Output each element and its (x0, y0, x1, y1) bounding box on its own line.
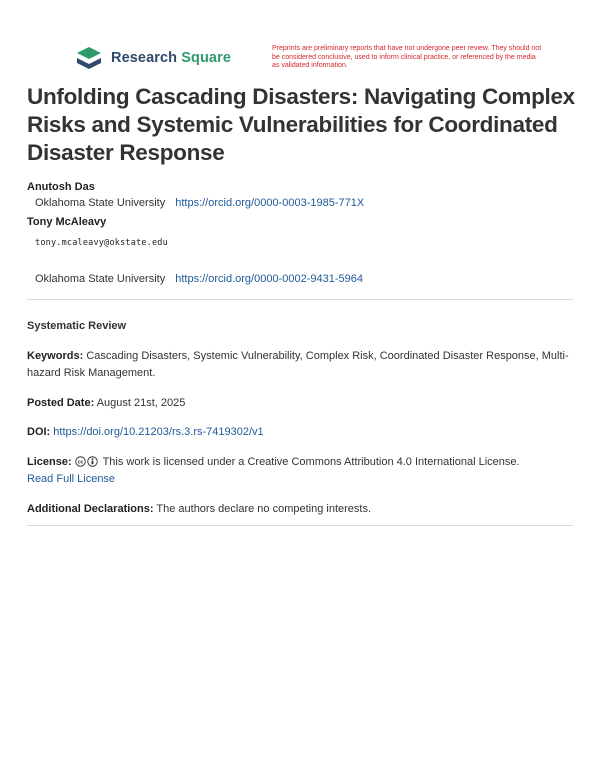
license-block (27, 454, 573, 488)
doi-block (27, 424, 573, 441)
cc-license-icons (75, 456, 98, 467)
logo-text-accent: Square (181, 50, 231, 66)
read-full-license-link[interactable]: Read Full License (27, 473, 116, 485)
author-email[interactable]: tony.mcaleavy@okstate.edu (35, 238, 168, 248)
svg-text:cc: cc (77, 459, 84, 466)
research-square-logo[interactable] (75, 46, 231, 70)
author-affiliation: Oklahoma State University (35, 197, 166, 209)
divider (27, 299, 573, 300)
declarations-label: Additional Declarations: (27, 503, 154, 515)
declarations-block (27, 501, 573, 518)
divider (27, 525, 573, 526)
creative-commons-icon (75, 456, 86, 467)
keywords-block (27, 348, 573, 382)
doi-link[interactable]: https://doi.org/10.21203/rs.3.rs-7419302/v1 (53, 426, 264, 438)
author-name: Tony McAleavy (27, 216, 107, 228)
author-affiliation-row (35, 197, 364, 209)
author-orcid-link[interactable]: https://orcid.org/0000-0002-9431-5964 (175, 273, 363, 285)
posted-date-value: August 21st, 2025 (96, 397, 186, 409)
keywords-value: Cascading Disasters, Systemic Vulnerability, Complex Risk, Coordinated Disaster Response, Multi-hazard Risk Management. (27, 350, 569, 379)
paper-title: Unfolding Cascading Disasters: Navigating Complex Risks and Systemic Vulnerabilities for Coordinated Disaster Response (27, 84, 575, 165)
attribution-icon (87, 456, 98, 467)
declarations-value: The authors declare no competing interests. (156, 503, 372, 515)
posted-date-label: Posted Date: (27, 397, 95, 409)
author-orcid-link[interactable]: https://orcid.org/0000-0003-1985-771X (175, 197, 365, 209)
doi-label: DOI: (27, 426, 51, 438)
logo-wordmark (111, 50, 231, 66)
author-affiliation-row (35, 273, 363, 285)
article-type: Systematic Review (27, 320, 127, 332)
logo-text-primary: Research (111, 50, 178, 66)
posted-date-block (27, 395, 573, 412)
research-square-logo-icon (75, 46, 103, 70)
license-text: This work is licensed under a Creative Commons Attribution 4.0 International License. (102, 456, 520, 468)
author-affiliation: Oklahoma State University (35, 273, 166, 285)
author-name: Anutosh Das (27, 181, 95, 193)
license-label: License: (27, 456, 72, 468)
keywords-label: Keywords: (27, 350, 84, 362)
preprint-notice: Preprints are preliminary reports that have not undergone peer review. They should not be considered conclusive, used to inform clinical practice, or referenced by the media as validated information. (272, 45, 542, 70)
